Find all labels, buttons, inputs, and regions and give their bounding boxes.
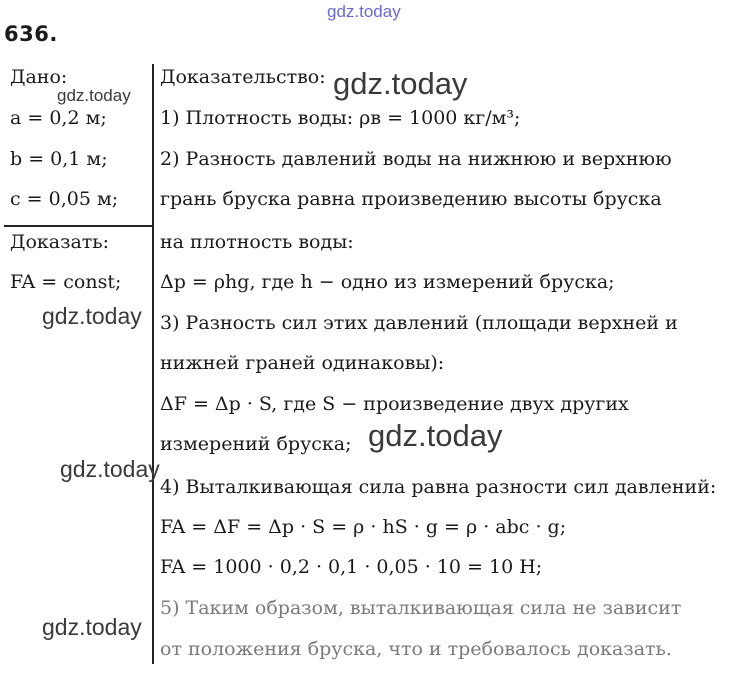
proof-line: нижней граней одинаковы): bbox=[160, 352, 445, 374]
proof-line: 5) Таким образом, выталкивающая сила не зависит bbox=[160, 597, 682, 619]
proof-line: FA = ΔF = Δp · S = ρ · hS · g = ρ · abc · g; bbox=[160, 516, 567, 538]
proof-line: от положения бруска, что и требовалось доказать. bbox=[160, 638, 672, 660]
problem-number: 636. bbox=[4, 22, 58, 46]
proof-line: FA = 1000 · 0,2 · 0,1 · 0,05 · 10 = 10 Н; bbox=[160, 556, 543, 578]
proof-line: 4) Выталкивающая сила равна разности сил давлений: bbox=[160, 476, 717, 498]
proof-line: грань бруска равна произведению высоты бруска bbox=[160, 188, 662, 210]
given-line: a = 0,2 м; bbox=[10, 107, 107, 129]
watermark-big: gdz.today bbox=[333, 66, 468, 101]
proof-line: 1) Плотность воды: ρв = 1000 кг/м³; bbox=[160, 107, 521, 129]
divider-vertical bbox=[152, 64, 154, 664]
proof-line: ΔF = Δp · S, где S − произведение двух других bbox=[160, 393, 629, 415]
watermark-side: gdz.today bbox=[42, 303, 142, 329]
prove-heading: Доказать: bbox=[10, 231, 110, 253]
proof-line: на плотность воды: bbox=[160, 231, 354, 253]
divider-horizontal bbox=[4, 225, 152, 227]
watermark-side: gdz.today bbox=[42, 614, 142, 640]
proof-line: 3) Разность сил этих давлений (площади верхней и bbox=[160, 312, 678, 334]
given-line: b = 0,1 м; bbox=[10, 148, 108, 170]
watermark-big: gdz.today bbox=[368, 418, 503, 453]
prove-line: FA = const; bbox=[10, 271, 122, 293]
watermark-top: gdz.today bbox=[327, 2, 401, 21]
proof-line: измерений бруска; bbox=[160, 433, 352, 455]
given-heading: Дано: bbox=[10, 66, 68, 88]
watermark-given: gdz.today bbox=[57, 86, 131, 105]
proof-line: 2) Разность давлений воды на нижнюю и верхнюю bbox=[160, 148, 672, 170]
proof-line: Δp = ρhg, где h − одно из измерений бруска; bbox=[160, 271, 615, 293]
watermark-side: gdz.today bbox=[60, 456, 160, 482]
proof-heading: Доказательство: bbox=[160, 66, 326, 88]
given-line: c = 0,05 м; bbox=[10, 188, 119, 210]
